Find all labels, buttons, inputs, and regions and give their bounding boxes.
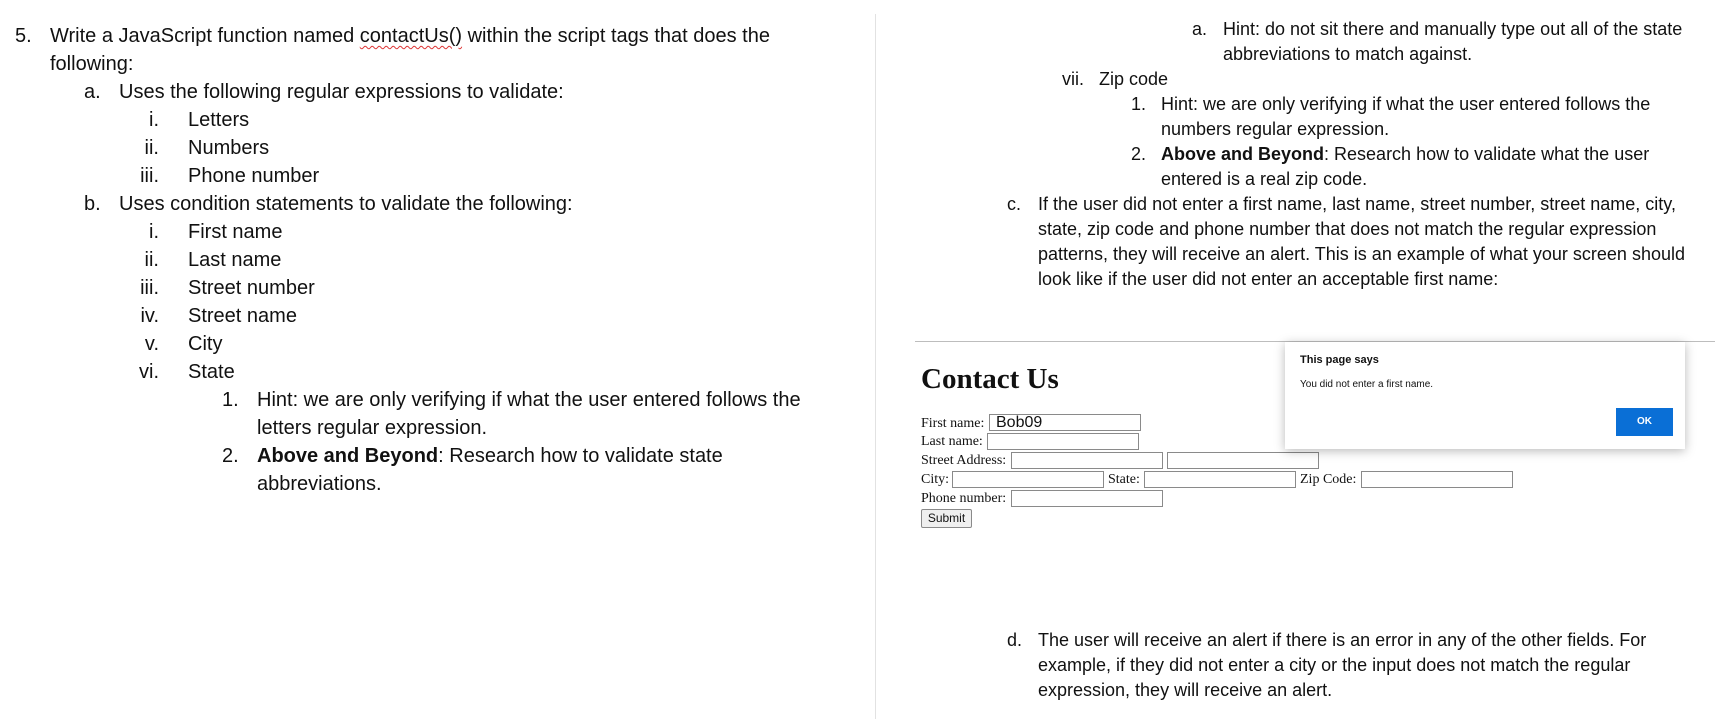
state-label: State: [1108, 472, 1140, 487]
street-name-input[interactable] [1167, 452, 1319, 469]
zip-hint-2-line1 [1161, 142, 1649, 167]
street-address-label: Street Address: [921, 453, 1007, 468]
item-b-marker: b. [84, 193, 101, 215]
zip-hint-1-line2: numbers regular expression. [1161, 119, 1390, 139]
state-hint-2-line1 [257, 442, 723, 470]
alert-message: You did not enter a first name. [1300, 379, 1434, 390]
above-and-beyond-label: Above and Beyond [257, 445, 439, 467]
item-b-text: Uses condition statements to validate the following: [119, 193, 573, 215]
zip-hint-1-marker: 1. [1131, 94, 1147, 114]
list-item: City [188, 333, 223, 355]
zip-hint-1-line1: Hint: we are only verifying if what the user entered follows the [1161, 94, 1651, 114]
item-c-line: patterns, they will receive an alert. This is an example of what your screen should [1038, 244, 1685, 264]
zip-hint-2-line2: entered is a real zip code. [1161, 169, 1368, 189]
function-name: contactUs() [359, 25, 463, 47]
list-item: Street name [188, 305, 297, 327]
item-vii-marker: vii. [1062, 69, 1084, 89]
list-marker: i. [149, 221, 159, 243]
city-input[interactable] [952, 471, 1104, 488]
state-hint-2-line2: abbreviations. [257, 473, 382, 495]
list-item: Letters [188, 109, 250, 131]
list-item: State [188, 361, 235, 383]
item-d-line: example, if they did not enter a city or the input does not match the regular [1038, 655, 1631, 675]
list-marker: i. [149, 109, 159, 131]
above-and-beyond-label: Above and Beyond [1161, 144, 1325, 164]
state-hint-1-line2: letters regular expression. [257, 417, 488, 439]
state-hint-1-marker: 1. [222, 389, 239, 411]
item-5-continuation: following: [50, 53, 134, 75]
list-item: Street number [188, 277, 315, 299]
list-marker: ii. [144, 137, 159, 159]
last-name-input[interactable] [987, 433, 1139, 450]
page-divider [875, 14, 876, 719]
state-hint-2-marker: 2. [222, 445, 239, 467]
item-c-line: state, zip code and phone number that does not match the regular expression [1038, 219, 1657, 239]
phone-number-input[interactable] [1011, 490, 1163, 507]
item-c-marker: c. [1007, 194, 1022, 214]
item-c-line: look like if the user did not enter an acceptable first name: [1038, 269, 1499, 289]
list-marker: vi. [139, 361, 159, 383]
list-marker: iii. [140, 165, 159, 187]
state-hint-a-line1: Hint: do not sit there and manually type out all of the state [1223, 19, 1683, 39]
submit-button[interactable]: Submit [921, 509, 972, 528]
alert-title: This page says [1300, 354, 1379, 366]
item-d-line: The user will receive an alert if there is an error in any of the other fields. For [1038, 630, 1647, 650]
item-a-text: Uses the following regular expressions to validate: [119, 81, 564, 103]
last-name-label: Last name: [921, 434, 983, 449]
state-input[interactable] [1144, 471, 1296, 488]
state-hint-1-line1: Hint: we are only verifying if what the user entered follows the [257, 389, 801, 411]
contact-us-title: Contact Us [921, 363, 1059, 395]
list-marker: ii. [144, 249, 159, 271]
list-marker: iii. [140, 277, 159, 299]
item-5-pre: Write a JavaScript function named [50, 25, 360, 47]
item-d-marker: d. [1007, 630, 1023, 650]
zip-hint-2-marker: 2. [1131, 144, 1147, 164]
ok-button[interactable]: OK [1616, 408, 1673, 436]
alert-dialog [1285, 342, 1685, 449]
phone-number-label: Phone number: [921, 491, 1007, 506]
list-item: First name [188, 221, 283, 243]
list-marker: v. [144, 333, 159, 355]
item-c-line: If the user did not enter a first name, last name, street number, street name, city, [1038, 194, 1676, 214]
first-name-input[interactable]: Bob09 [989, 414, 1141, 431]
state-hint-2-rest: : Research how to validate state [438, 445, 723, 467]
item-vii-text: Zip code [1099, 69, 1169, 89]
first-name-label: First name: [921, 416, 985, 431]
zip-code-label: Zip Code: [1300, 472, 1357, 487]
list-item: Last name [188, 249, 282, 271]
zip-code-input[interactable] [1361, 471, 1513, 488]
list-item: Phone number [188, 165, 320, 187]
item-5-text [50, 22, 770, 50]
item-5-number: 5. [15, 25, 32, 47]
zip-hint-a-marker: a. [1192, 19, 1208, 39]
state-hint-a-line2: abbreviations to match against. [1223, 44, 1473, 64]
item-a-marker: a. [84, 81, 101, 103]
list-item: Numbers [188, 137, 270, 159]
zip-hint-2-rest: : Research how to validate what the user [1324, 144, 1650, 164]
list-marker: iv. [140, 305, 159, 327]
item-d-line: expression, they will receive an alert. [1038, 680, 1333, 700]
item-5-post: within the script tags that does the [462, 25, 770, 47]
city-label: City: [921, 472, 950, 487]
street-number-input[interactable] [1011, 452, 1163, 469]
